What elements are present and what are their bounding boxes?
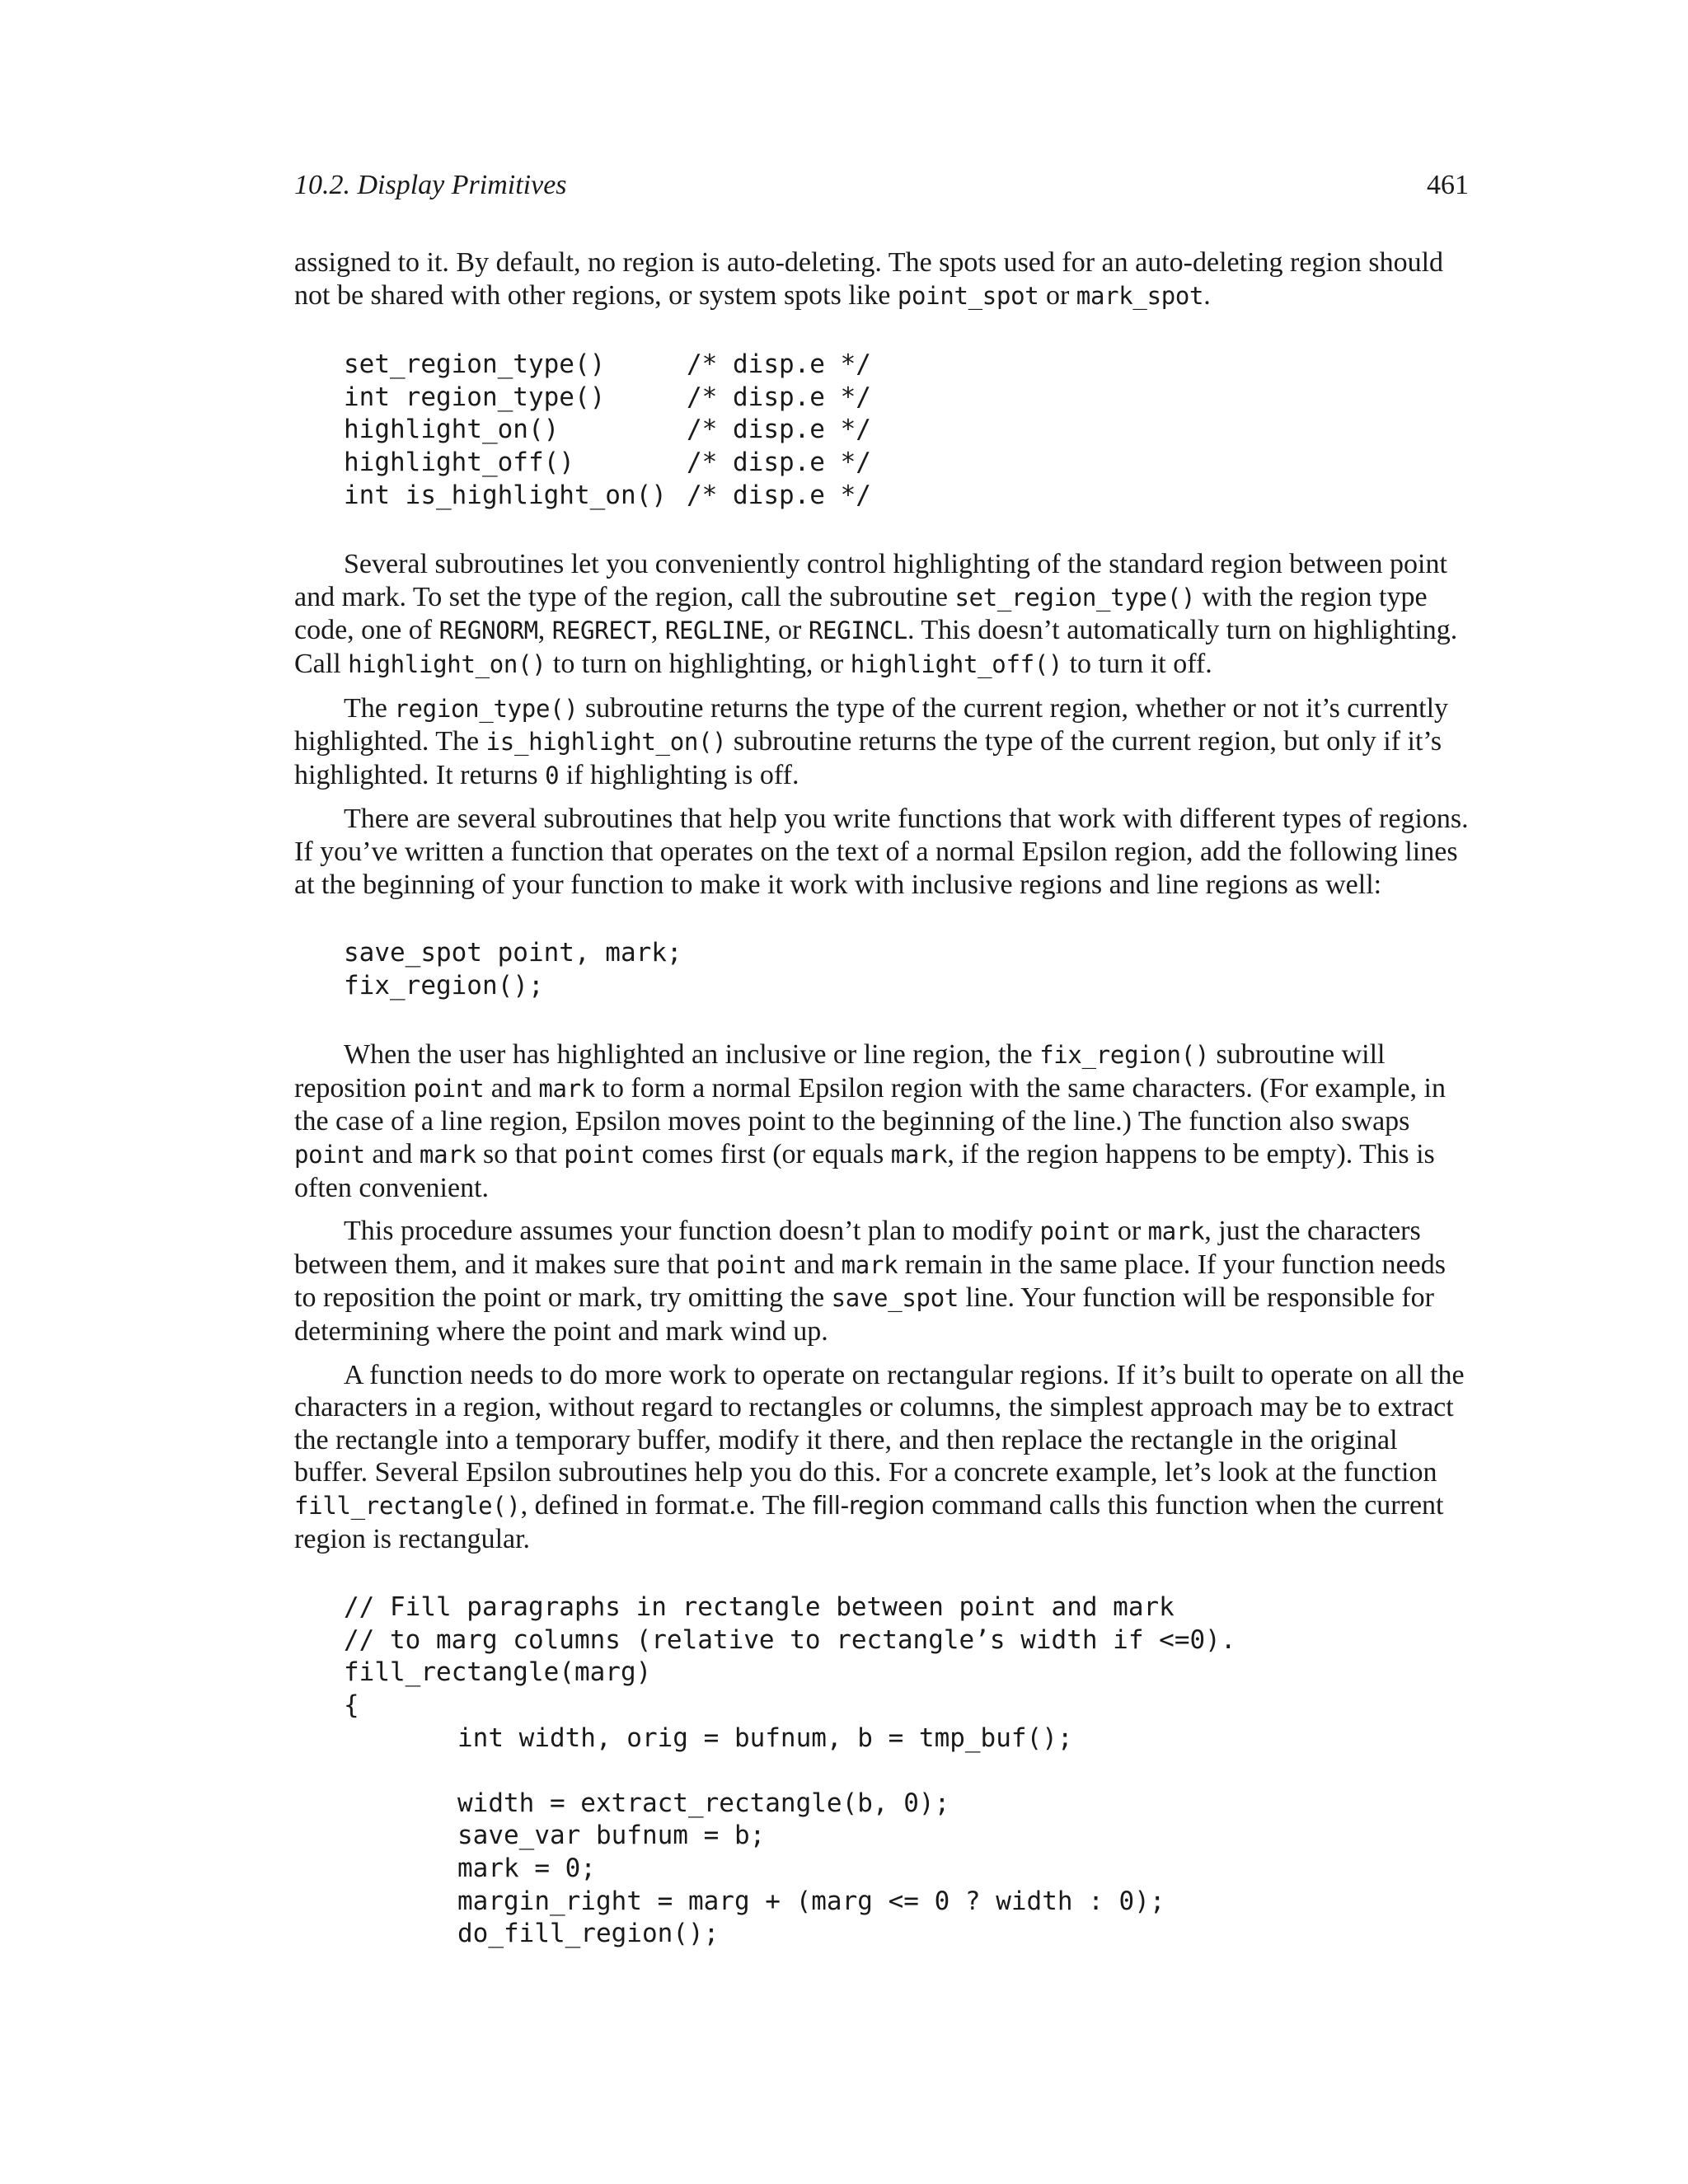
code-line: {	[344, 1690, 359, 1720]
inline-code: REGNORM	[438, 616, 538, 645]
prototype-name: set_region_type()	[344, 349, 606, 380]
prototype-name: highlight_on()	[344, 415, 560, 445]
prototype-source-file: /* disp.e */	[687, 480, 871, 510]
inline-code: is_highlight_on()	[485, 728, 727, 757]
paragraph: A function needs to do more work to operate on rectangular regions. If it’s built to operate on all the characters in a region, without regard to rectangles or columns, the simplest approach may be to extract the rectangle into a temporary buffer, modify it there, and then replace the rectangle in the original buffer. Several Epsilon subroutines help you do this. For a concrete example, let’s look at the function fill_rectangle(), defined in format.e. The fill-region command calls this function when the current region is rectangular.	[294, 1359, 1465, 1554]
inline-code: point	[1039, 1217, 1111, 1246]
code-line-blank	[344, 1755, 1469, 1788]
paragraph: This procedure assumes your function doesn’t plan to modify point or mark, just the characters between them, and it makes sure that point and mark remain in the same place. If your function needs to reposition the point or mark, try omitting the save_spot line. Your function will be responsible for determining where the point and mark wind up.	[294, 1216, 1446, 1347]
paragraph-continued: assigned to it. By default, no region is auto-deleting. The spots used for an auto-deleting region should not be shared with other regions, or system spots like point_spot or mark_spot.	[294, 247, 1444, 311]
code-line: save_spot point, mark;	[344, 938, 682, 968]
paragraph: There are several subroutines that help you write functions that work with different types of regions. If you’ve written a function that operates on the text of a normal Epsilon region, add the following lines at the beginning of your function to make it work with inclusive regions and line regions as well:	[294, 804, 1469, 900]
code-line: width = extract_rectangle(b, 0);	[457, 1788, 950, 1818]
code-line: save_var bufnum = b;	[457, 1821, 766, 1851]
inline-code: point_spot	[897, 281, 1039, 310]
inline-code: save_spot	[831, 1284, 959, 1313]
code-line: do_fill_region();	[457, 1919, 720, 1949]
inline-code: region_type()	[394, 694, 579, 723]
prototype-row	[344, 382, 1469, 415]
code-line: fix_region();	[344, 970, 544, 1001]
subroutine-prototype-list	[344, 349, 1469, 512]
inline-code: REGRECT	[551, 616, 651, 645]
inline-code: point	[294, 1141, 365, 1169]
command-name: fill-region	[812, 1492, 925, 1521]
inline-code: mark	[538, 1074, 596, 1103]
prototype-source-file: /* disp.e */	[687, 447, 871, 477]
inline-code: fill_rectangle()	[294, 1492, 521, 1520]
inline-code: point	[715, 1250, 787, 1279]
code-line: // to marg columns (relative to rectangle’s width if <=0).	[344, 1624, 1236, 1655]
code-example-fill-rectangle	[344, 1591, 1469, 1951]
prototype-row	[344, 480, 1469, 513]
inline-code: REGINCL	[808, 616, 907, 645]
inline-code: mark	[841, 1250, 898, 1279]
code-line: margin_right = marg + (marg <= 0 ? width : 0);	[457, 1886, 1165, 1916]
inline-code: highlight_on()	[348, 649, 546, 678]
prototype-name: int region_type()	[344, 382, 606, 412]
inline-code: set_region_type()	[954, 583, 1196, 612]
inline-code: highlight_off()	[850, 649, 1063, 678]
code-line: // Fill paragraphs in rectangle between point and mark	[344, 1592, 1175, 1623]
prototype-name: int is_highlight_on()	[344, 480, 667, 510]
prototype-row	[344, 349, 1469, 382]
paragraph: Several subroutines let you conveniently control highlighting of the standard region between point and mark. To set the type of the region, call the subroutine set_region_type() with the region type code, one of REGNORM, REGRECT, REGLINE, or REGINCL. This doesn’t automatically turn on highlighting. Call highlight_on() to turn on highlighting, or highlight_off() to turn it off.	[294, 549, 1458, 679]
page-number: 461	[1427, 170, 1469, 200]
code-example-fix-region	[344, 937, 1469, 1002]
code-line: int width, orig = bufnum, b = tmp_buf();	[457, 1722, 1073, 1753]
inline-code: mark	[1147, 1217, 1205, 1246]
paragraph: The region_type() subroutine returns the type of the current region, whether or not it’s currently highlighted. The is_highlight_on() subroutine returns the type of the current region, but only if it’s highlighted. It returns 0 if highlighting is off.	[294, 692, 1449, 790]
section-title: 10.2. Display Primitives	[294, 170, 567, 200]
inline-code: REGLINE	[664, 616, 764, 645]
inline-code: point	[413, 1074, 485, 1103]
prototype-name: highlight_off()	[344, 447, 574, 477]
running-header	[294, 169, 1469, 205]
inline-code: fix_region()	[1039, 1041, 1210, 1070]
prototype-source-file: /* disp.e */	[687, 415, 871, 445]
page-body	[294, 246, 1469, 1987]
inline-code: point	[564, 1141, 635, 1169]
inline-code: mark_spot	[1076, 281, 1204, 310]
prototype-row	[344, 414, 1469, 447]
code-line: mark = 0;	[457, 1853, 596, 1883]
inline-code: mark	[890, 1141, 948, 1169]
inline-code: mark	[419, 1141, 476, 1169]
prototype-source-file: /* disp.e */	[687, 382, 871, 412]
inline-code: 0	[545, 761, 560, 790]
prototype-row	[344, 447, 1469, 480]
code-line: fill_rectangle(marg)	[344, 1657, 652, 1688]
prototype-source-file: /* disp.e */	[687, 349, 871, 380]
paragraph: When the user has highlighted an inclusive or line region, the fix_region() subroutine will reposition point and mark to form a normal Epsilon region with the same characters. (For example, in the case of a line region, Epsilon moves point to the beginning of the line.) The function also swaps point and mark so that point comes first (or equals mark, if the region happens to be empty). This is often convenient.	[294, 1039, 1447, 1203]
